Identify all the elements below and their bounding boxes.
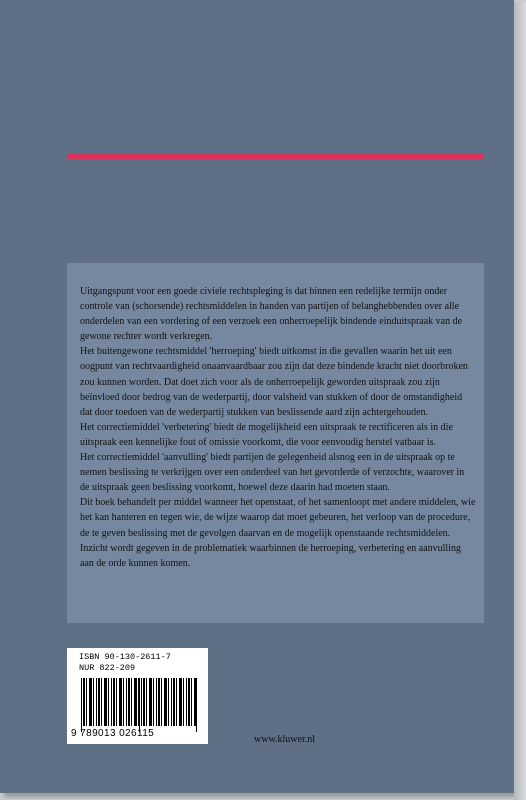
accent-line (67, 154, 484, 159)
paragraph-2: Het buitengewone rechtsmiddel 'herroeping' biedt uitkomst in die gevallen waarin het uit een oogpunt van rechtvaardigheid onaanvaardbaar zou zijn dat deze bindende kracht niet doorbroken zou kunnen worden. Dat doet zich voor als de onherroepelijk geworden uitspraak zou zijn beïnvloed door bedrog van de wederpartij, door valsheid van stukken of door de omstandigheid dat door toedoen van de wederpartij stukken van beslissende aard zijn achtergehouden. (80, 346, 468, 418)
barcode-number: 9 789013 026115 (71, 728, 155, 739)
paragraph-4: Het correctiemiddel 'aanvulling' biedt partijen de gelegenheid alsnog een in de uitspraak op te nemen beslissing te verkrijgen over een onderdeel van het gevorderde of verzochte, waarover in de uitspraak geen beslissing voorkomt, hoewel deze daarin had moeten staan. (80, 452, 465, 494)
barcode-box (67, 648, 208, 744)
isbn-info (79, 652, 171, 674)
barcode-guard-left (81, 678, 82, 732)
nur-label: NUR 822-209 (79, 663, 136, 673)
paragraph-3: Het correctiemiddel 'verbetering' biedt de mogelijkheid een uitspraak te rectificeren als in die uitspraak een kennelijke fout of omissie voorkomt, die voor eenvoudig herstel vatbaar is. (80, 421, 453, 448)
page-edge (514, 2, 526, 800)
paragraph-1: Uitgangspunt voor een goede civiele rechtspleging is dat binnen een redelijke termijn onder controle van (schorsende) rechtsmiddelen in handen van partijen of belanghebbenden over alle onderdelen van een vordering of een verzoek een onherroepelijk bindende einduitspraak van de gewone rechter wordt verkregen. (80, 286, 463, 343)
isbn-label: ISBN 90-130-2611-7 (79, 652, 171, 662)
blurb-text (80, 284, 476, 571)
barcode-guard-middle (139, 678, 140, 732)
paragraph-5: Dit boek behandelt per middel wanneer het openstaat, of het samenloopt met andere middelen, wie het kan hanteren en tegen wie, de wijze waarop dat moet gebeuren, het verloop van de procedure, de te geven beslissing met de gevolgen daarvan en de mogelijk openstaande rechtsmiddelen. Inzicht wordt gegeven in de problematiek waarbinnen de herroeping, verbetering en aanvulling aan de orde kunnen komen. (80, 497, 476, 569)
publisher-url[interactable]: www.kluwer.nl (254, 734, 316, 745)
barcode-guard-right (196, 678, 197, 732)
